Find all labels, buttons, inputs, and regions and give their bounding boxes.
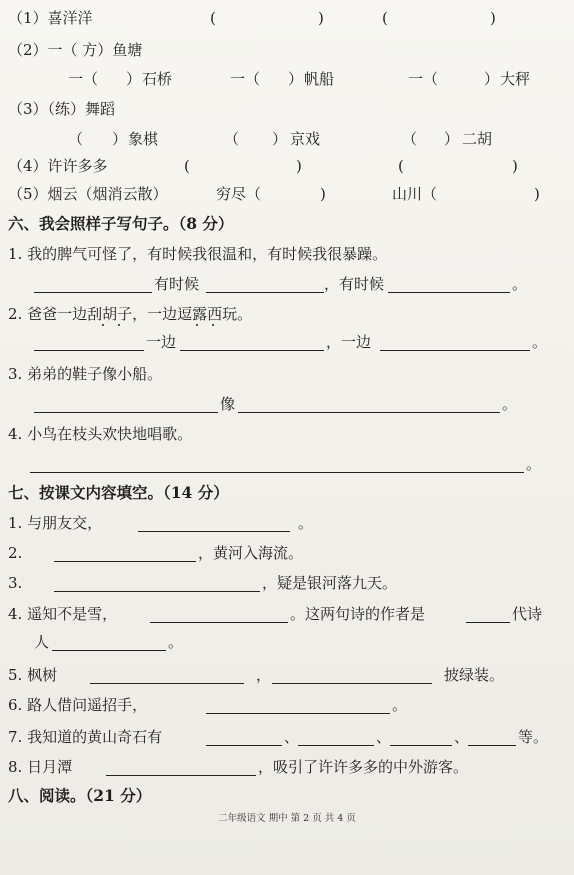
s7-q7-tail: 等。 bbox=[518, 728, 549, 746]
s7-q8-blank[interactable] bbox=[106, 775, 256, 776]
s6-q3-blank-1[interactable] bbox=[34, 412, 218, 413]
s6-q2-text: 2. 爸爸一边刮胡子，一边逗露西玩。 bbox=[8, 305, 253, 323]
s7-title-text: 七、按课文内容填空。（14 分） bbox=[8, 483, 229, 502]
s5-q4-open-a: ( bbox=[184, 157, 190, 175]
emphasis-dot bbox=[102, 324, 104, 326]
s5-q3-item-1: 象棋 bbox=[128, 130, 159, 148]
s5-q5-item-1: 穷尽（ bbox=[216, 185, 262, 203]
s7-q7-blank-2[interactable] bbox=[298, 745, 374, 746]
s5-q3-item-2: 京戏 bbox=[290, 130, 321, 148]
s7-q2-blank[interactable] bbox=[54, 561, 196, 562]
s7-q1-text: 1. 与朋友交， bbox=[8, 514, 103, 532]
s5-q1-paren-open-a: ( bbox=[210, 9, 216, 27]
s5-q2-close-2: ） bbox=[288, 70, 304, 88]
s6-q4-blank-1[interactable] bbox=[30, 472, 524, 473]
s7-q3-num: 3. bbox=[8, 574, 23, 592]
s7-q4-text: 4. 遥知不是雪， bbox=[8, 605, 118, 623]
s8-title-text: 八、阅读。（21 分） bbox=[8, 786, 152, 805]
s7-q7-blank-4[interactable] bbox=[468, 745, 516, 746]
s7-q1-end: 。 bbox=[298, 514, 314, 532]
s5-q1-paren-open-b: ( bbox=[382, 9, 388, 27]
s5-q1-paren-close-a: ) bbox=[318, 9, 324, 27]
s5-q2-item-1: 石桥 bbox=[142, 70, 173, 88]
s7-q4-blank-3[interactable] bbox=[52, 650, 166, 651]
s5-q5-label: （5）烟云（烟消云散） bbox=[8, 185, 168, 203]
s5-q3-item-3: 二胡 bbox=[462, 130, 493, 148]
s7-q1-blank[interactable] bbox=[138, 531, 290, 532]
s5-q1-label: （1）喜洋洋 bbox=[8, 9, 93, 27]
s7-q7-blank-3[interactable] bbox=[390, 745, 452, 746]
s7-q4-line2-text: 人 bbox=[34, 633, 50, 651]
s6-q3-blank-2[interactable] bbox=[238, 412, 500, 413]
s6-q1-blank-1[interactable] bbox=[34, 292, 152, 293]
s7-q5-text: 5. 枫树 bbox=[8, 666, 58, 684]
s7-q4-mid: 。这两句诗的作者是 bbox=[290, 605, 426, 623]
s7-q8-tail: ，吸引了许许多多的中外游客。 bbox=[258, 758, 469, 776]
s5-q4-label: （4）许许多多 bbox=[8, 157, 108, 175]
s6-q4-text: 4. 小鸟在枝头欢快地唱歌。 bbox=[8, 425, 193, 443]
emphasis-dot bbox=[118, 324, 120, 326]
s7-q6-blank[interactable] bbox=[206, 713, 390, 714]
s5-q2-close-3: ） bbox=[484, 70, 500, 88]
s5-q3-open-3: （ bbox=[402, 130, 418, 148]
s6-q1-word-1: 有时候 bbox=[154, 275, 200, 293]
emphasis-dot bbox=[196, 324, 198, 326]
s5-q2-yi-2: 一（ bbox=[230, 70, 261, 88]
s5-q3-close-2: ） bbox=[272, 130, 288, 148]
s7-q4-blank-1[interactable] bbox=[150, 622, 288, 623]
s6-q2-word-2: ，一边 bbox=[326, 333, 372, 351]
s6-q2-blank-3[interactable] bbox=[380, 350, 530, 351]
s5-q3-open-1: （ bbox=[68, 130, 84, 148]
s5-q5-close-2: ) bbox=[534, 185, 540, 203]
s7-q4-tail: 代诗 bbox=[512, 605, 543, 623]
s7-q2-num: 2. bbox=[8, 544, 23, 562]
s7-q6-text: 6. 路人借问遥招手， bbox=[8, 696, 148, 714]
s5-q2-yi-3: 一（ bbox=[408, 70, 439, 88]
s6-q4-end: 。 bbox=[526, 455, 542, 473]
s7-q8-text: 8. 日月潭 bbox=[8, 758, 73, 776]
s6-q3-text: 3. 弟弟的鞋子像小船。 bbox=[8, 365, 163, 383]
s5-q5-item-2: 山川（ bbox=[392, 185, 438, 203]
s7-q3-blank[interactable] bbox=[54, 591, 260, 592]
page-footer: 二年级语文 期中 第 2 页 共 4 页 bbox=[218, 813, 356, 824]
s6-q1-end: 。 bbox=[512, 275, 528, 293]
s7-q7-sep-2: 、 bbox=[376, 728, 392, 746]
s6-q1-word-2: ，有时候 bbox=[324, 275, 385, 293]
s7-q6-end: 。 bbox=[392, 696, 408, 714]
s7-q7-sep-3: 、 bbox=[454, 728, 470, 746]
s5-q3-close-3: ） bbox=[444, 130, 460, 148]
s7-q4-blank-2[interactable] bbox=[466, 622, 510, 623]
s7-q2-text: ，黄河入海流。 bbox=[198, 544, 304, 562]
s7-q5-blank-1[interactable] bbox=[90, 683, 244, 684]
s5-q4-close-b: ) bbox=[512, 157, 518, 175]
s5-q2-item-3: 大秤 bbox=[500, 70, 531, 88]
s5-q4-open-b: ( bbox=[398, 157, 404, 175]
s7-q7-sep-1: 、 bbox=[284, 728, 300, 746]
s6-q1-blank-2[interactable] bbox=[206, 292, 324, 293]
s5-q2-item-2: 帆船 bbox=[304, 70, 335, 88]
s7-q7-blank-1[interactable] bbox=[206, 745, 282, 746]
s6-q2-word-1: 一边 bbox=[146, 333, 177, 351]
s5-q3-open-2: （ bbox=[224, 130, 240, 148]
s7-q7-text: 7. 我知道的黄山奇石有 bbox=[8, 728, 163, 746]
s5-q2-close-1: ） bbox=[126, 70, 142, 88]
s5-q1-paren-close-b: ) bbox=[490, 9, 496, 27]
s7-q5-blank-2[interactable] bbox=[272, 683, 432, 684]
s5-q4-close-a: ) bbox=[296, 157, 302, 175]
s6-q1-blank-3[interactable] bbox=[388, 292, 510, 293]
s6-q1-text: 1. 我的脾气可怪了，有时候我很温和，有时候我很暴躁。 bbox=[8, 245, 388, 263]
s7-q3-text: ，疑是银河落九天。 bbox=[262, 574, 398, 592]
s6-title-text: 六、我会照样子写句子。（8 分） bbox=[8, 214, 234, 233]
s5-q2-label: （2）一（ 方）鱼塘 bbox=[8, 41, 143, 59]
s5-q5-close-1: ) bbox=[320, 185, 326, 203]
s7-q5-comma: ， bbox=[256, 666, 272, 684]
s6-q2-blank-2[interactable] bbox=[180, 350, 324, 351]
s7-q4-end: 。 bbox=[168, 633, 184, 651]
s6-q3-end: 。 bbox=[502, 395, 518, 413]
s5-q3-label: （3）（练）舞蹈 bbox=[8, 100, 116, 118]
s6-q2-blank-1[interactable] bbox=[34, 350, 144, 351]
s5-q3-close-1: ） bbox=[112, 130, 128, 148]
s6-q3-word-1: 像 bbox=[220, 395, 236, 413]
emphasis-dot bbox=[212, 324, 214, 326]
s5-q2-yi-1: 一（ bbox=[68, 70, 99, 88]
s6-q2-end: 。 bbox=[532, 333, 548, 351]
s7-q5-tail: 披绿装。 bbox=[444, 666, 505, 684]
